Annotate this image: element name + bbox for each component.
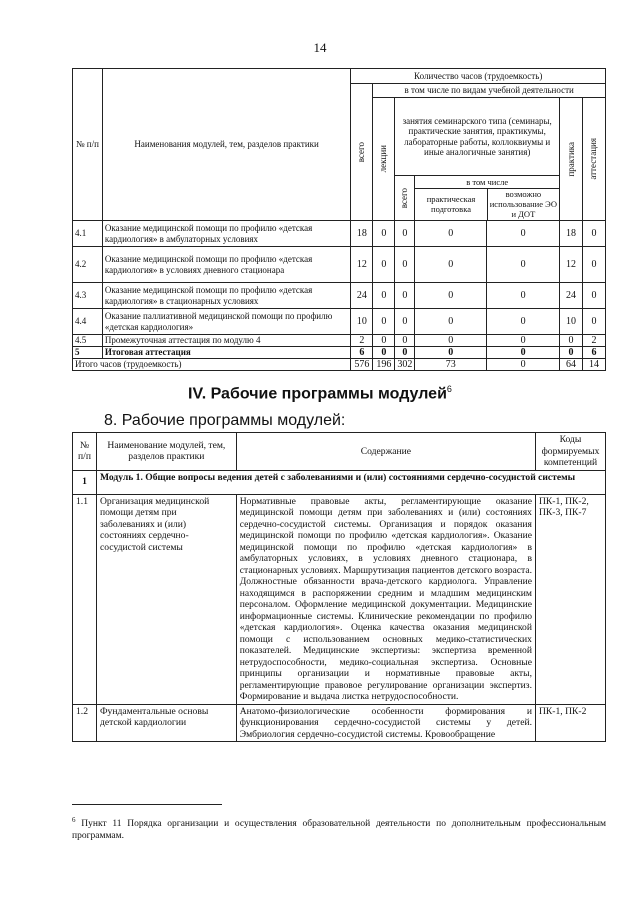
total-prac-train: 73 — [415, 359, 487, 371]
table-row — [73, 335, 606, 347]
row-practice: 10 — [560, 309, 583, 335]
row-seminars: 0 — [395, 347, 415, 359]
col-incl-group — [415, 176, 560, 221]
row-attest: 0 — [582, 221, 605, 247]
row-total: 12 — [351, 247, 373, 283]
row-eo: 0 — [487, 335, 560, 347]
subsection-title: 8. Рабочие программы модулей: — [104, 412, 346, 429]
row-seminars: 0 — [395, 283, 415, 309]
row-lectures: 0 — [373, 283, 395, 309]
col-total-label: всего — [356, 141, 367, 163]
row-attest: 6 — [582, 347, 605, 359]
row-num: 1.1 — [73, 494, 97, 704]
row-name: Фундаментальные основы детской кардиологии — [96, 704, 236, 742]
total-lectures: 196 — [373, 359, 395, 371]
footnote — [72, 814, 606, 842]
row-name: Оказание паллиативной медицинской помощи по профилю «детская кардиология» — [102, 309, 351, 335]
row-seminars: 0 — [395, 309, 415, 335]
row-prac-train: 0 — [415, 247, 487, 283]
col-attest-label: аттестация — [588, 138, 599, 180]
row-practice: 24 — [560, 283, 583, 309]
module-title: Модуль 1. Общие вопросы ведения детей с заболеваниями и (или) состояниями сердечно-сосудистой системы — [96, 470, 605, 494]
row-attest: 0 — [582, 247, 605, 283]
row-num: 4.1 — [73, 221, 103, 247]
row-prac-train: 0 — [415, 221, 487, 247]
row-practice: 18 — [560, 221, 583, 247]
row-prac-train: 0 — [415, 309, 487, 335]
row-lectures: 0 — [373, 247, 395, 283]
row-name: Итоговая аттестация — [102, 347, 351, 359]
total-attest: 14 — [582, 359, 605, 371]
row-num: 4.2 — [73, 247, 103, 283]
table-row — [73, 221, 606, 247]
total-eo: 0 — [487, 359, 560, 371]
row-attest: 0 — [582, 283, 605, 309]
row-total: 18 — [351, 221, 373, 247]
row-total: 6 — [351, 347, 373, 359]
row-eo: 0 — [487, 221, 560, 247]
row-name: Оказание медицинской помощи по профилю «детская кардиология» в условиях дневного стационара — [102, 247, 351, 283]
col-prac-train-header: практическая подготовка — [415, 188, 487, 220]
row-eo: 0 — [487, 347, 560, 359]
total-seminars: 302 — [395, 359, 415, 371]
row-name: Промежуточная аттестация по модулю 4 — [102, 335, 351, 347]
footnote-ref: 6 — [446, 384, 452, 394]
row-content: Анатомо-физиологические особенности формирования и функционирования сердечно-сосудистой системы у детей. Эмбриология сердечно-сосудистой системы. Кровообращение — [236, 704, 535, 742]
row-lectures: 0 — [373, 309, 395, 335]
footnote-text: Пункт 11 Порядка организации и осуществления образовательной деятельности по дополнительным профессиональным программам. — [72, 819, 606, 842]
row-eo: 0 — [487, 283, 560, 309]
row-name: Оказание медицинской помощи по профилю «детская кардиология» в амбулаторных условиях — [102, 221, 351, 247]
total-label: Итого часов (трудоемкость) — [73, 359, 351, 371]
col-incl-types-header: в том числе по видам учебной деятельности — [373, 84, 606, 98]
row-total: 10 — [351, 309, 373, 335]
row-lectures: 0 — [373, 335, 395, 347]
page-number: 14 — [313, 40, 327, 55]
row-prac-train: 0 — [415, 347, 487, 359]
row-name: Организация медицинской помощи детям при заболеваниях и (или) состояниях сердечно-сосудистой системы — [96, 494, 236, 704]
col-practice-header — [560, 98, 583, 221]
col-num-header: № п/п — [73, 433, 97, 471]
col-lectures-label: лекции — [378, 145, 389, 173]
section-title — [0, 384, 640, 403]
row-attest: 0 — [582, 309, 605, 335]
col-name-header: Наименования модулей, тем, разделов практики — [102, 69, 351, 221]
table-row — [73, 347, 606, 359]
table-row — [73, 283, 606, 309]
col-seminars-header: занятия семинарского типа (семинары, практические занятия, практикумы, лабораторные работы, коллоквиумы и иные аналогичные занятия) — [395, 98, 560, 176]
row-seminars: 0 — [395, 335, 415, 347]
footnote-separator — [72, 804, 222, 805]
row-name: Оказание медицинской помощи по профилю «детская кардиология» в стационарных условиях — [102, 283, 351, 309]
col-content-header: Содержание — [236, 433, 535, 471]
row-num: 1.2 — [73, 704, 97, 742]
col-qty-header: Количество часов (трудоемкость) — [351, 69, 606, 84]
col-incl-header: в том числе — [415, 176, 559, 188]
col-total-header — [351, 84, 373, 221]
col-num-header: № п/п — [73, 69, 103, 221]
row-codes: ПК-1, ПК-2 — [535, 704, 605, 742]
col-sem-total-header — [395, 176, 415, 221]
total-row — [73, 359, 606, 371]
row-num: 4.5 — [73, 335, 103, 347]
row-seminars: 0 — [395, 221, 415, 247]
row-num: 5 — [73, 347, 103, 359]
row-prac-train: 0 — [415, 283, 487, 309]
footnote-mark: 6 — [72, 816, 76, 824]
total-practice: 64 — [560, 359, 583, 371]
row-practice: 0 — [560, 335, 583, 347]
table-row — [73, 309, 606, 335]
row-lectures: 0 — [373, 347, 395, 359]
row-eo: 0 — [487, 247, 560, 283]
table-row — [73, 247, 606, 283]
col-eo-header: возможно использование ЭО и ДОТ — [489, 189, 557, 220]
row-num: 4.4 — [73, 309, 103, 335]
modules-table — [72, 432, 606, 742]
row-content: Нормативные правовые акты, регламентирующие оказание медицинской помощи детям при заболеваниях и (или) состояниях сердечно-сосудистой системы. Организация и порядок оказания медицинской помощи по профилю «детская кардиология». Оказание медицинской помощи по профилю «детская кардиология» в амбулаторных условиях, в условиях дневного стационара, в стационарных условиях. Маршрутизация пациентов детского возраста. Должностные обязанности врача-детского кардиолога. Управление находящимся в распоряжении средним и младшим медицинским персоналом. Оформление медицинской документации. Медицинские информационные системы. Клинические рекомендации по профилю «детская кардиология». Оценка качества оказания медицинской помощи с использованием основных медико-статистических показателей. Медицинские экспертизы: экспертиза временной нетрудоспособности, медико-социальная экспертиза. Основные принципы организации и нормативные правовые акты, регламентирующие правовое регулирование организации экспертиз. Формирование и выдача листка нетрудоспособности. — [236, 494, 535, 704]
row-seminars: 0 — [395, 247, 415, 283]
row-total: 24 — [351, 283, 373, 309]
total-total: 576 — [351, 359, 373, 371]
table-row — [73, 704, 606, 742]
col-lectures-header — [373, 98, 395, 221]
row-prac-train: 0 — [415, 335, 487, 347]
row-attest: 2 — [582, 335, 605, 347]
table-row — [73, 494, 606, 704]
row-practice: 12 — [560, 247, 583, 283]
col-codes-header: Коды формируемых компетенций — [535, 433, 605, 471]
col-name-header: Наименование модулей, тем, разделов практики — [96, 433, 236, 471]
module-num: 1 — [73, 470, 97, 494]
col-attest-header — [582, 98, 605, 221]
col-practice-label: практика — [565, 141, 576, 177]
row-num: 4.3 — [73, 283, 103, 309]
row-eo: 0 — [487, 309, 560, 335]
section-title-text: IV. Рабочие программы модулей — [188, 385, 447, 403]
row-practice: 0 — [560, 347, 583, 359]
hours-table — [72, 68, 606, 371]
row-codes: ПК-1, ПК-2, ПК-3, ПК-7 — [535, 494, 605, 704]
row-total: 2 — [351, 335, 373, 347]
col-sem-total-label: всего — [399, 187, 410, 209]
row-lectures: 0 — [373, 221, 395, 247]
